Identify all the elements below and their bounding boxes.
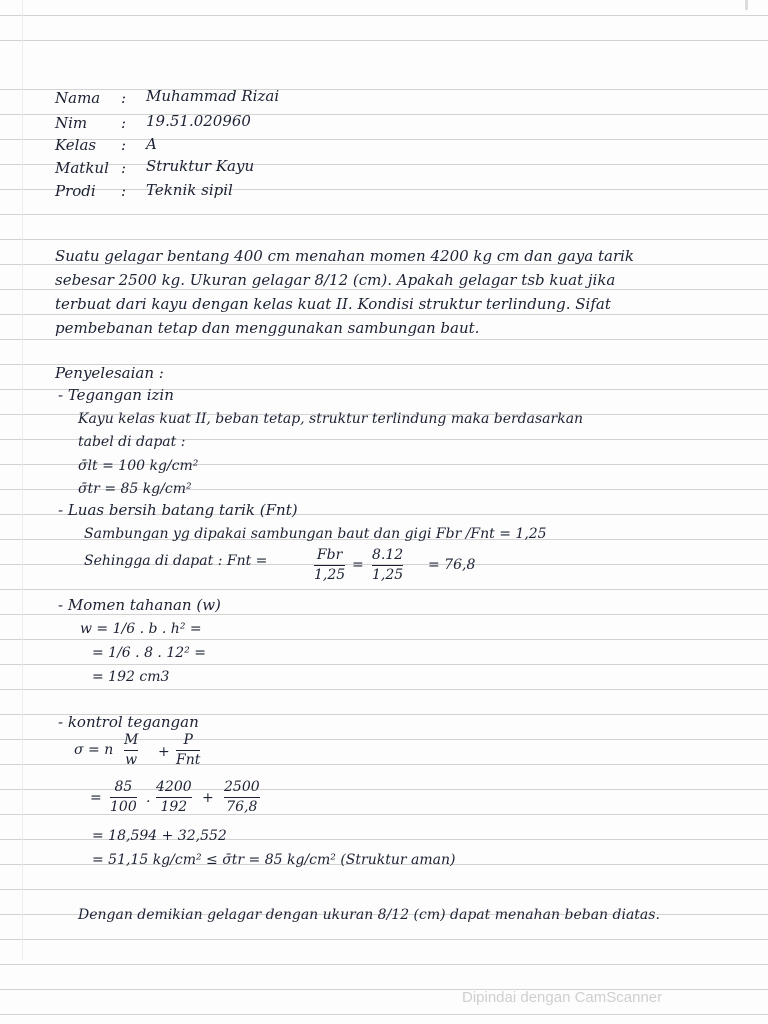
header-label-kelas: Kelas bbox=[55, 136, 97, 154]
fraction-bar bbox=[124, 750, 138, 751]
header-label-nama: Nama bbox=[55, 89, 101, 107]
fraction-8x12-over-1-25 bbox=[372, 547, 403, 583]
fraction-denominator: 100 bbox=[110, 799, 137, 815]
conclusion-line: Dengan demikian gelagar dengan ukuran 8/12 (cm) dapat menahan beban diatas. bbox=[78, 907, 660, 923]
fraction-denominator: w bbox=[125, 752, 138, 768]
fraction-m-over-w bbox=[124, 732, 138, 768]
header-colon: : bbox=[121, 89, 127, 107]
header-colon: : bbox=[121, 114, 127, 132]
fraction-numerator: 8.12 bbox=[372, 547, 404, 563]
sum-line: = 18,594 + 32,552 bbox=[92, 828, 227, 844]
fraction-bar bbox=[314, 565, 345, 566]
fraction-p-over-fnt bbox=[176, 732, 200, 768]
header-colon: : bbox=[121, 182, 127, 200]
equals-sign: = bbox=[90, 790, 102, 806]
solution-heading: Penyelesaian : bbox=[55, 364, 164, 382]
header-value-prodi: Teknik sipil bbox=[146, 181, 233, 199]
header-label-nim: Nim bbox=[55, 114, 88, 132]
header-label-prodi: Prodi bbox=[55, 182, 96, 200]
fraction-bar bbox=[224, 797, 260, 798]
fraction-numerator: 2500 bbox=[224, 779, 260, 795]
header-value-kelas: A bbox=[146, 135, 157, 153]
fraction-bar bbox=[156, 797, 192, 798]
sigma-formula-prefix: σ = n bbox=[74, 742, 114, 758]
fraction-numerator: M bbox=[124, 732, 139, 748]
fraction-numerator: 85 bbox=[114, 779, 133, 795]
sigma-lt-value: σ̄lt = 100 kg/cm² bbox=[78, 458, 199, 474]
problem-line: terbuat dari kayu dengan kelas kuat II. Kondisi struktur terlindung. Sifat bbox=[55, 295, 611, 313]
section-title-tegangan-izin: - Tegangan izin bbox=[58, 386, 174, 404]
fraction-bar bbox=[110, 797, 137, 798]
fraction-denominator: Fnt bbox=[176, 752, 201, 768]
fraction-4200-over-192 bbox=[156, 779, 192, 815]
header-value-nama: Muhammad Rizai bbox=[146, 87, 280, 105]
fraction-denominator: 1,25 bbox=[372, 567, 404, 583]
header-value-matkul: Struktur Kayu bbox=[146, 157, 255, 175]
fraction-bar bbox=[176, 750, 200, 751]
fraction-2500-over-76-8 bbox=[224, 779, 260, 815]
section-text-line: Sambungan yg dipakai sambungan baut dan gigi Fbr /Fnt = 1,25 bbox=[84, 526, 547, 542]
camscanner-watermark: Dipindai dengan CamScanner bbox=[462, 989, 663, 1006]
fraction-denominator: 76,8 bbox=[226, 799, 258, 815]
sigma-tr-value: σ̄tr = 85 kg/cm² bbox=[78, 481, 192, 497]
section-text-line: Kayu kelas kuat II, beban tetap, struktur terlindung maka berdasarkan bbox=[78, 411, 584, 427]
multiply-dot: . bbox=[146, 790, 151, 806]
header-value-nim: 19.51.020960 bbox=[146, 112, 251, 130]
problem-line: Suatu gelagar bentang 400 cm menahan momen 4200 kg cm dan gaya tarik bbox=[55, 247, 635, 265]
fraction-numerator: Fbr bbox=[316, 547, 343, 563]
fraction-fbr-over-1-25 bbox=[314, 547, 345, 583]
problem-line: sebesar 2500 kg. Ukuran gelagar 8/12 (cm). Apakah gelagar tsb kuat jika bbox=[55, 271, 616, 289]
fraction-denominator: 192 bbox=[160, 799, 188, 815]
section-title-kontrol-tegangan: - kontrol tegangan bbox=[58, 713, 199, 731]
problem-line: pembebanan tetap dan menggunakan sambungan baut. bbox=[55, 319, 480, 337]
page-corner-mark bbox=[745, 0, 748, 10]
page-margin-line bbox=[22, 0, 23, 960]
fraction-denominator: 1,25 bbox=[314, 567, 346, 583]
result-line: = 51,15 kg/cm² ≤ σ̄tr = 85 kg/cm² (Struktur aman) bbox=[92, 852, 456, 868]
section-text-line: w = 1/6 . b . h² = bbox=[80, 621, 202, 637]
section-title-luas-bersih: - Luas bersih batang tarik (Fnt) bbox=[58, 501, 298, 519]
plus-sign: + bbox=[158, 744, 170, 760]
fraction-85-over-100 bbox=[110, 779, 137, 815]
fnt-formula-prefix: Sehingga di dapat : Fnt = bbox=[84, 553, 268, 569]
fraction-numerator: 4200 bbox=[156, 779, 192, 795]
section-text-line: = 1/6 . 8 . 12² = bbox=[92, 645, 206, 661]
section-title-momen-tahanan: - Momen tahanan (w) bbox=[58, 596, 221, 614]
fraction-bar bbox=[372, 565, 403, 566]
header-colon: : bbox=[121, 136, 127, 154]
fnt-result: = 76,8 bbox=[428, 557, 476, 573]
header-colon: : bbox=[121, 159, 127, 177]
header-label-matkul: Matkul bbox=[55, 159, 109, 177]
section-text-line: tabel di dapat : bbox=[78, 434, 186, 450]
plus-sign: + bbox=[202, 790, 214, 806]
section-text-line: = 192 cm3 bbox=[92, 669, 170, 685]
fraction-numerator: P bbox=[183, 732, 193, 748]
equals-sign: = bbox=[352, 557, 364, 573]
